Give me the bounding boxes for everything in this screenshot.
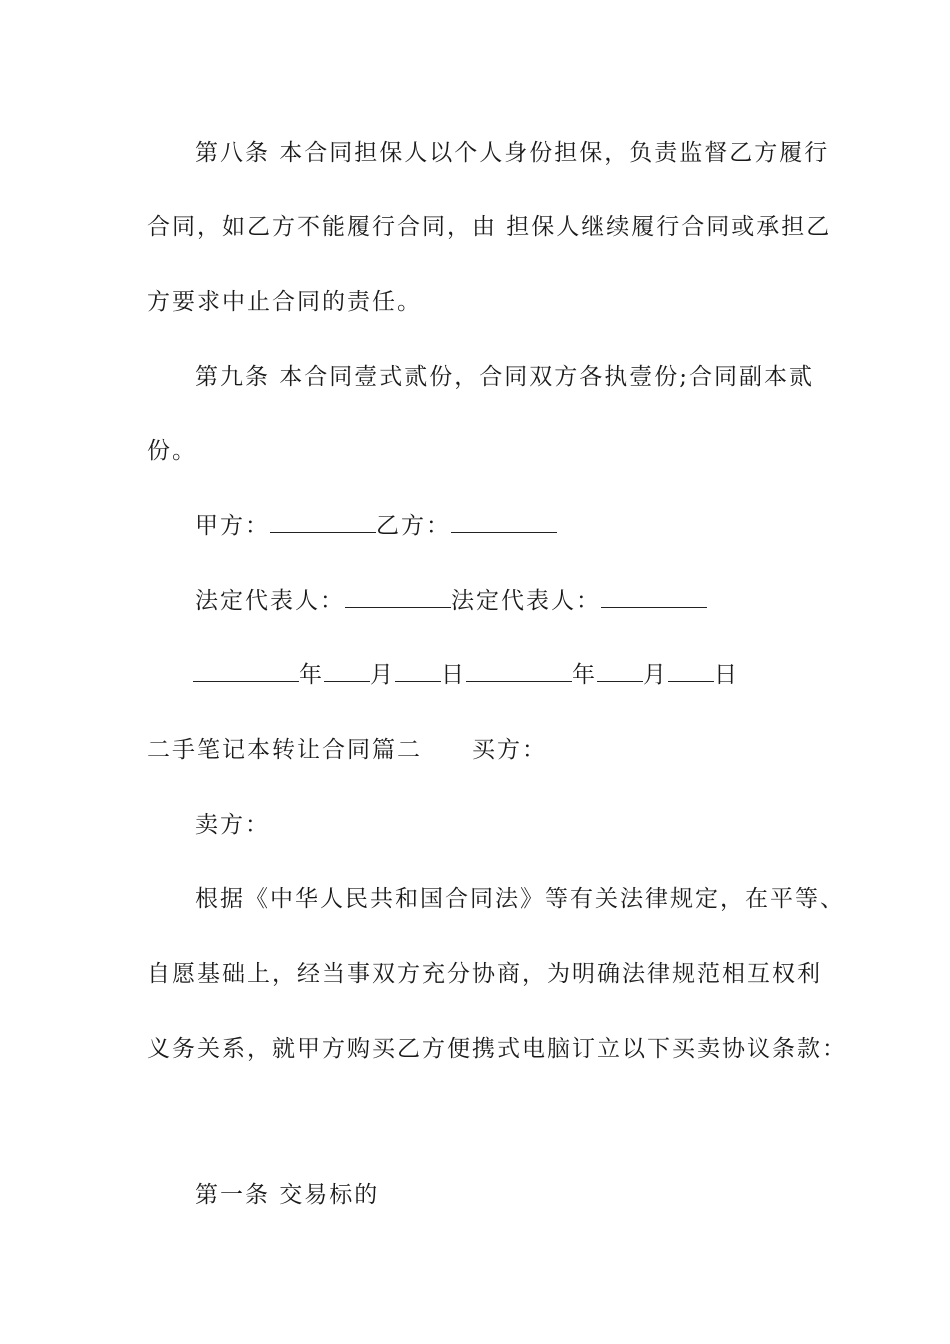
day-b-blank (668, 661, 714, 682)
section2-heading: 二手笔记本转让合同篇二 (147, 737, 422, 763)
party-b-label: 乙方： (376, 513, 451, 539)
representative-line (195, 586, 707, 616)
party-b-blank (451, 512, 557, 533)
date-line (193, 660, 739, 690)
article8-line3: 方要求中止合同的责任。 (147, 289, 422, 315)
year-b-label: 年 (572, 662, 597, 688)
article1-title: 第一条 交易标的 (195, 1182, 380, 1208)
day-a-label: 日 (441, 662, 466, 688)
preamble-line1: 根据《中华人民共和国合同法》等有关法律规定，在平等、 (195, 886, 845, 912)
party-a-label: 甲方： (195, 513, 270, 539)
month-a-label: 月 (370, 662, 395, 688)
preamble-line2: 自愿基础上，经当事双方充分协商，为明确法律规范相互权利 (147, 961, 822, 987)
month-b-blank (597, 661, 643, 682)
day-b-label: 日 (714, 662, 739, 688)
rep-a-blank (345, 587, 451, 608)
rep-a-label: 法定代表人： (195, 588, 345, 614)
day-a-blank (395, 661, 441, 682)
rep-b-blank (601, 587, 707, 608)
article9-line2: 份。 (147, 438, 197, 464)
month-b-label: 月 (643, 662, 668, 688)
party-a-blank (270, 512, 376, 533)
article8-line1: 第八条 本合同担保人以个人身份担保，负责监督乙方履行 (195, 140, 830, 166)
rep-b-label: 法定代表人： (451, 588, 601, 614)
year-a-label: 年 (299, 662, 324, 688)
seller-label: 卖方： (195, 812, 270, 838)
party-line (195, 511, 557, 541)
preamble-line3: 义务关系，就甲方购买乙方便携式电脑订立以下买卖协议条款： (147, 1036, 847, 1062)
article8-line2: 合同，如乙方不能履行合同，由 担保人继续履行合同或承担乙 (147, 214, 832, 240)
section2-line (147, 735, 547, 765)
article9-line1: 第九条 本合同壹式贰份，合同双方各执壹份;合同副本贰 (195, 364, 815, 390)
year-a-blank (193, 661, 299, 682)
buyer-label: 买方： (472, 737, 547, 763)
month-a-blank (324, 661, 370, 682)
year-b-blank (466, 661, 572, 682)
